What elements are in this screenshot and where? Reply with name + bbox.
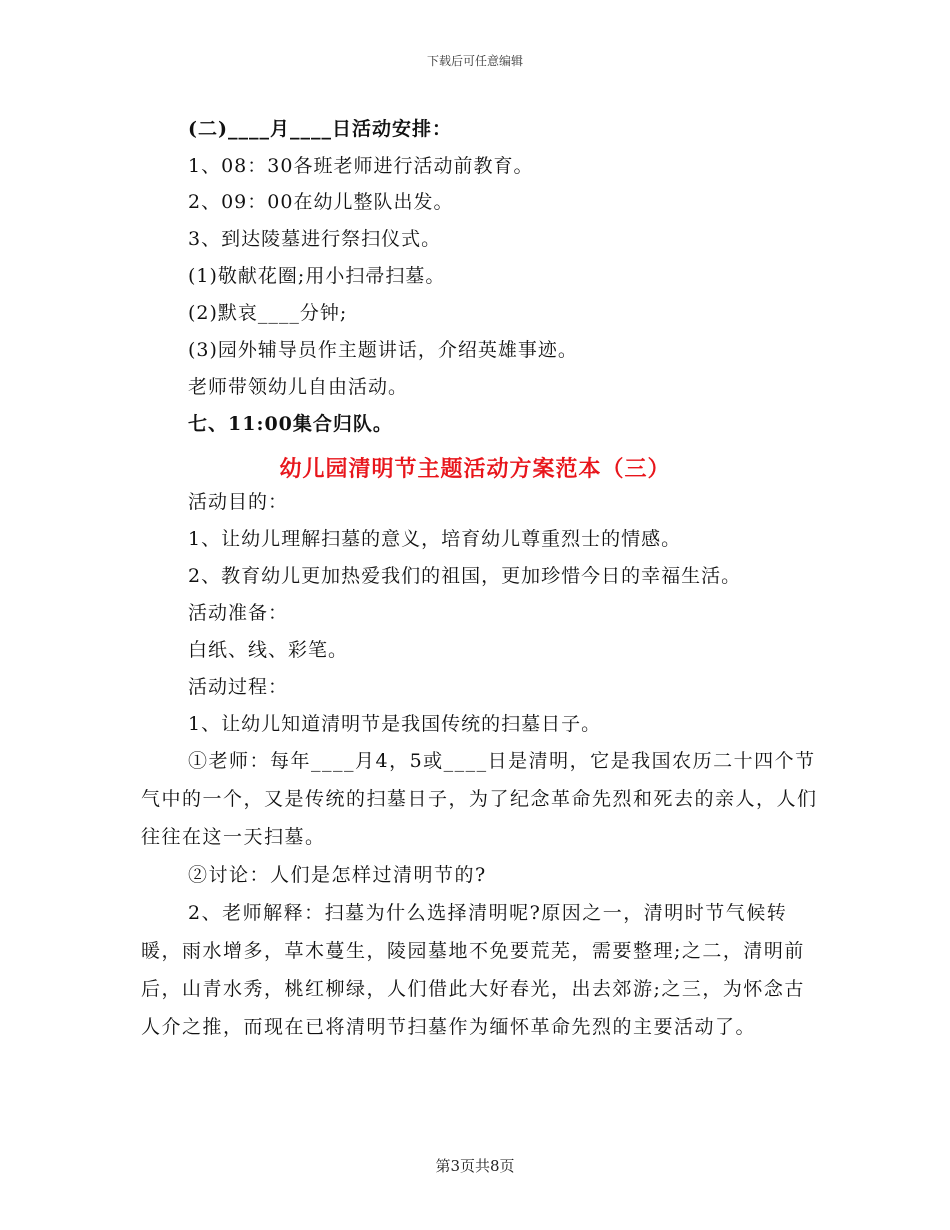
schedule-sub-2: (2)默哀____分钟; (188, 302, 348, 324)
goal-label: 活动目的： (188, 491, 289, 513)
process-step-1-a: ①老师：每年____月4，5或____日是清明，它是我国农历二十四个节气中的一个，又是传统的扫墓日子，为了纪念革命先烈和死去的亲人，人们往往在这一天扫墓。 (141, 750, 818, 848)
process-step-1: 1、让幼儿知道清明节是我国传统的扫墓日子。 (188, 713, 602, 735)
schedule-sub-1: (1)敬献花圈;用小扫帚扫墓。 (188, 265, 446, 287)
prep-items: 白纸、线、彩笔。 (188, 639, 349, 661)
schedule-heading: (二)____月____日活动安排： (188, 118, 452, 140)
prep-label: 活动准备： (188, 602, 289, 624)
process-step-1-b: ②讨论：人们是怎样过清明节的? (188, 864, 487, 886)
schedule-sub-3: (3)园外辅导员作主题讲话，介绍英雄事迹。 (188, 339, 578, 361)
goal-2: 2、教育幼儿更加热爱我们的祖国，更加珍惜今日的幸福生活。 (188, 565, 742, 587)
free-activity-line: 老师带领幼儿自由活动。 (188, 376, 409, 398)
goal-1: 1、让幼儿理解扫墓的意义，培育幼儿尊重烈士的情感。 (188, 528, 682, 550)
return-line: 七、11:00集合归队。 (188, 413, 393, 435)
section-title: 幼儿园清明节主题活动方案范本（三） (279, 456, 671, 482)
schedule-step-1: 1、08：30各班老师进行活动前教育。 (188, 155, 534, 177)
schedule-step-2: 2、09：00在幼儿整队出发。 (188, 191, 454, 213)
schedule-step-3: 3、到达陵墓进行祭扫仪式。 (188, 228, 442, 250)
page-indicator: 第3页共8页 (435, 1157, 515, 1175)
page-header: 下载后可任意编辑 (426, 54, 523, 68)
process-step-2: 2、老师解释：扫墓为什么选择清明呢?原因之一，清明时节气候转暖，雨水增多，草木蔓生，陵园墓地不免要荒芜，需要整理;之二，清明前后，山青水秀，桃红柳绿，人们借此大好春光，出去郊游;之三，为怀念古人介之推，而现在已将清明节扫墓作为缅怀革命先烈的主要活动了。 (141, 902, 805, 1038)
process-label: 活动过程： (188, 676, 289, 698)
